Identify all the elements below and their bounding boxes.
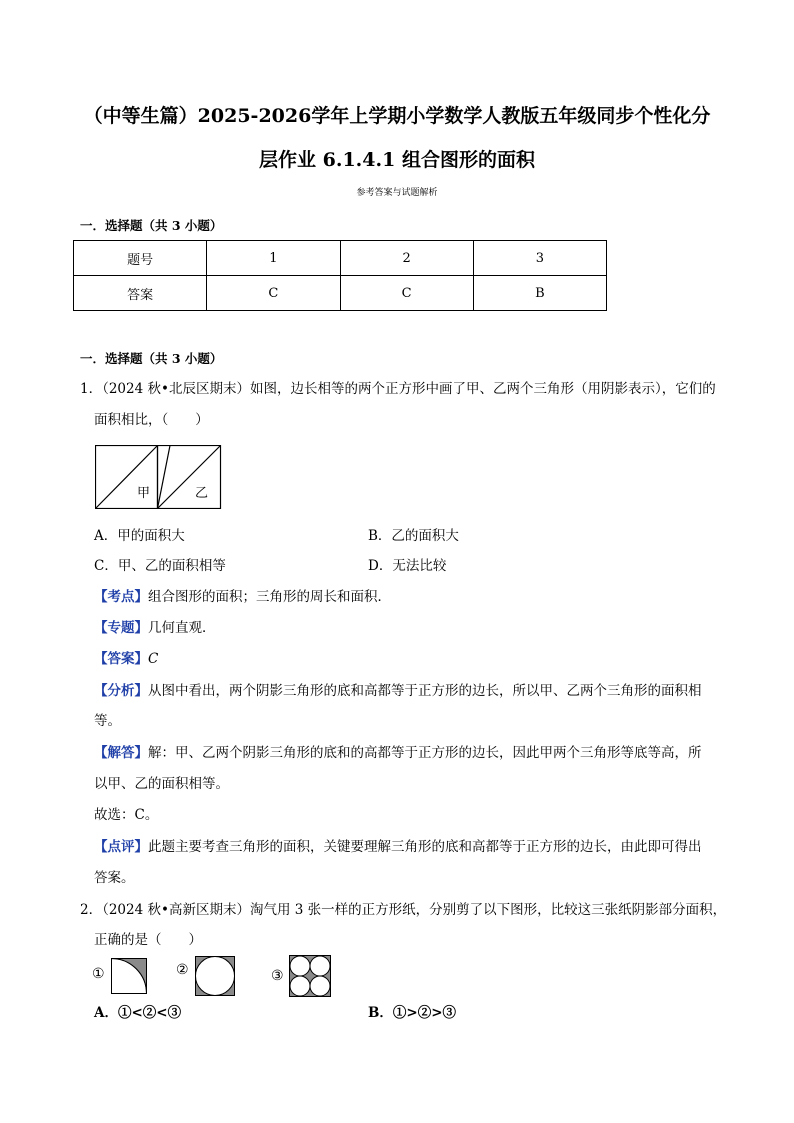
q1-dianping-line1	[94, 837, 702, 857]
dianping-tag: 【点评】	[94, 839, 148, 855]
q1-figure	[95, 445, 222, 509]
jieda-tag: 【解答】	[94, 745, 148, 761]
q2-option-a: A．①<②<③	[94, 1005, 182, 1021]
q1-label-jia: 甲	[137, 486, 151, 501]
table-row	[74, 241, 607, 276]
table-cell: 3	[473, 241, 606, 276]
q2-fig1-label: ①	[92, 966, 105, 982]
table-cell: 1	[207, 241, 340, 276]
q1-daan	[94, 649, 158, 669]
q1-stem-line2: 面积相比，（ ）	[94, 412, 209, 428]
q1-jieda-line2: 以甲、乙的面积相等。	[94, 776, 229, 792]
q1-option-d: D．无法比较	[368, 558, 447, 574]
table-cell: C	[207, 276, 340, 311]
fenxi-tag: 【分析】	[94, 683, 148, 699]
q1-label-yi: 乙	[195, 486, 209, 501]
q2-stem-line2: 正确的是（ ）	[94, 932, 202, 948]
q2-figure-3	[289, 955, 331, 997]
answer-table	[73, 240, 607, 311]
q1-option-b: B．乙的面积大	[368, 528, 459, 544]
document-title-line1: （中等生篇）2025-2026学年上学期小学数学人教版五年级同步个性化分	[83, 105, 711, 127]
q1-dianping-line2: 答案。	[94, 870, 135, 886]
q2-stem-line1: 2．（2024 秋•高新区期末）淘气用 3 张一样的正方形纸，分别剪了以下图形，比较这三张纸阴影部分面积，	[80, 902, 727, 918]
zhuanti-text: 几何直观．	[148, 620, 216, 636]
q1-option-a: A．甲的面积大	[94, 528, 185, 544]
table-cell: 2	[340, 241, 473, 276]
fenxi-text: 从图中看出，两个阴影三角形的底和高都等于正方形的边长，所以甲、乙两个三角形的面积相	[148, 683, 702, 699]
daan-tag: 【答案】	[94, 651, 148, 667]
document-title-line2: 层作业 6.1.4.1 组合图形的面积	[259, 149, 535, 171]
answer-section-heading: 一．选择题（共 3 小题）	[80, 218, 223, 233]
table-cell-label: 题号	[74, 241, 207, 276]
table-cell-label: 答案	[74, 276, 207, 311]
q2-option-b: B．①>②>③	[368, 1005, 457, 1021]
section-heading: 一．选择题（共 3 小题）	[80, 351, 223, 366]
q1-kaodian	[94, 587, 391, 607]
dianping-text: 此题主要考查三角形的面积，关键要理解三角形的底和高都等于正方形的边长，由此即可得出	[148, 839, 702, 855]
q2-fig2-label: ②	[176, 962, 189, 978]
kaodian-text: 组合图形的面积；三角形的周长和面积．	[148, 589, 391, 605]
zhuanti-tag: 【专题】	[94, 620, 148, 636]
q2-figure-1	[111, 958, 147, 994]
jieda-text: 解：甲、乙两个阴影三角形的底和的高都等于正方形的边长，因此甲两个三角形等底等高，所	[148, 745, 702, 761]
q1-stem-line1: 1．（2024 秋•北辰区期末）如图，边长相等的两个正方形中画了甲、乙两个三角形（用阴影表示），它们的	[80, 381, 716, 397]
q1-guxuan: 故选：C。	[94, 807, 159, 823]
daan-text: C	[148, 651, 159, 667]
q2-figure-2	[195, 956, 235, 996]
document-subtitle: 参考答案与试题解析	[356, 188, 438, 198]
table-cell: C	[340, 276, 473, 311]
q2-fig3-label: ③	[271, 968, 284, 984]
q1-fenxi-line2: 等。	[94, 713, 121, 729]
kaodian-tag: 【考点】	[94, 589, 148, 605]
table-cell: B	[473, 276, 606, 311]
q1-jieda-line1	[94, 743, 702, 763]
q1-fenxi-line1	[94, 681, 702, 701]
q1-zhuanti	[94, 618, 216, 638]
table-row	[74, 276, 607, 311]
q1-option-c: C．甲、乙的面积相等	[94, 558, 226, 574]
